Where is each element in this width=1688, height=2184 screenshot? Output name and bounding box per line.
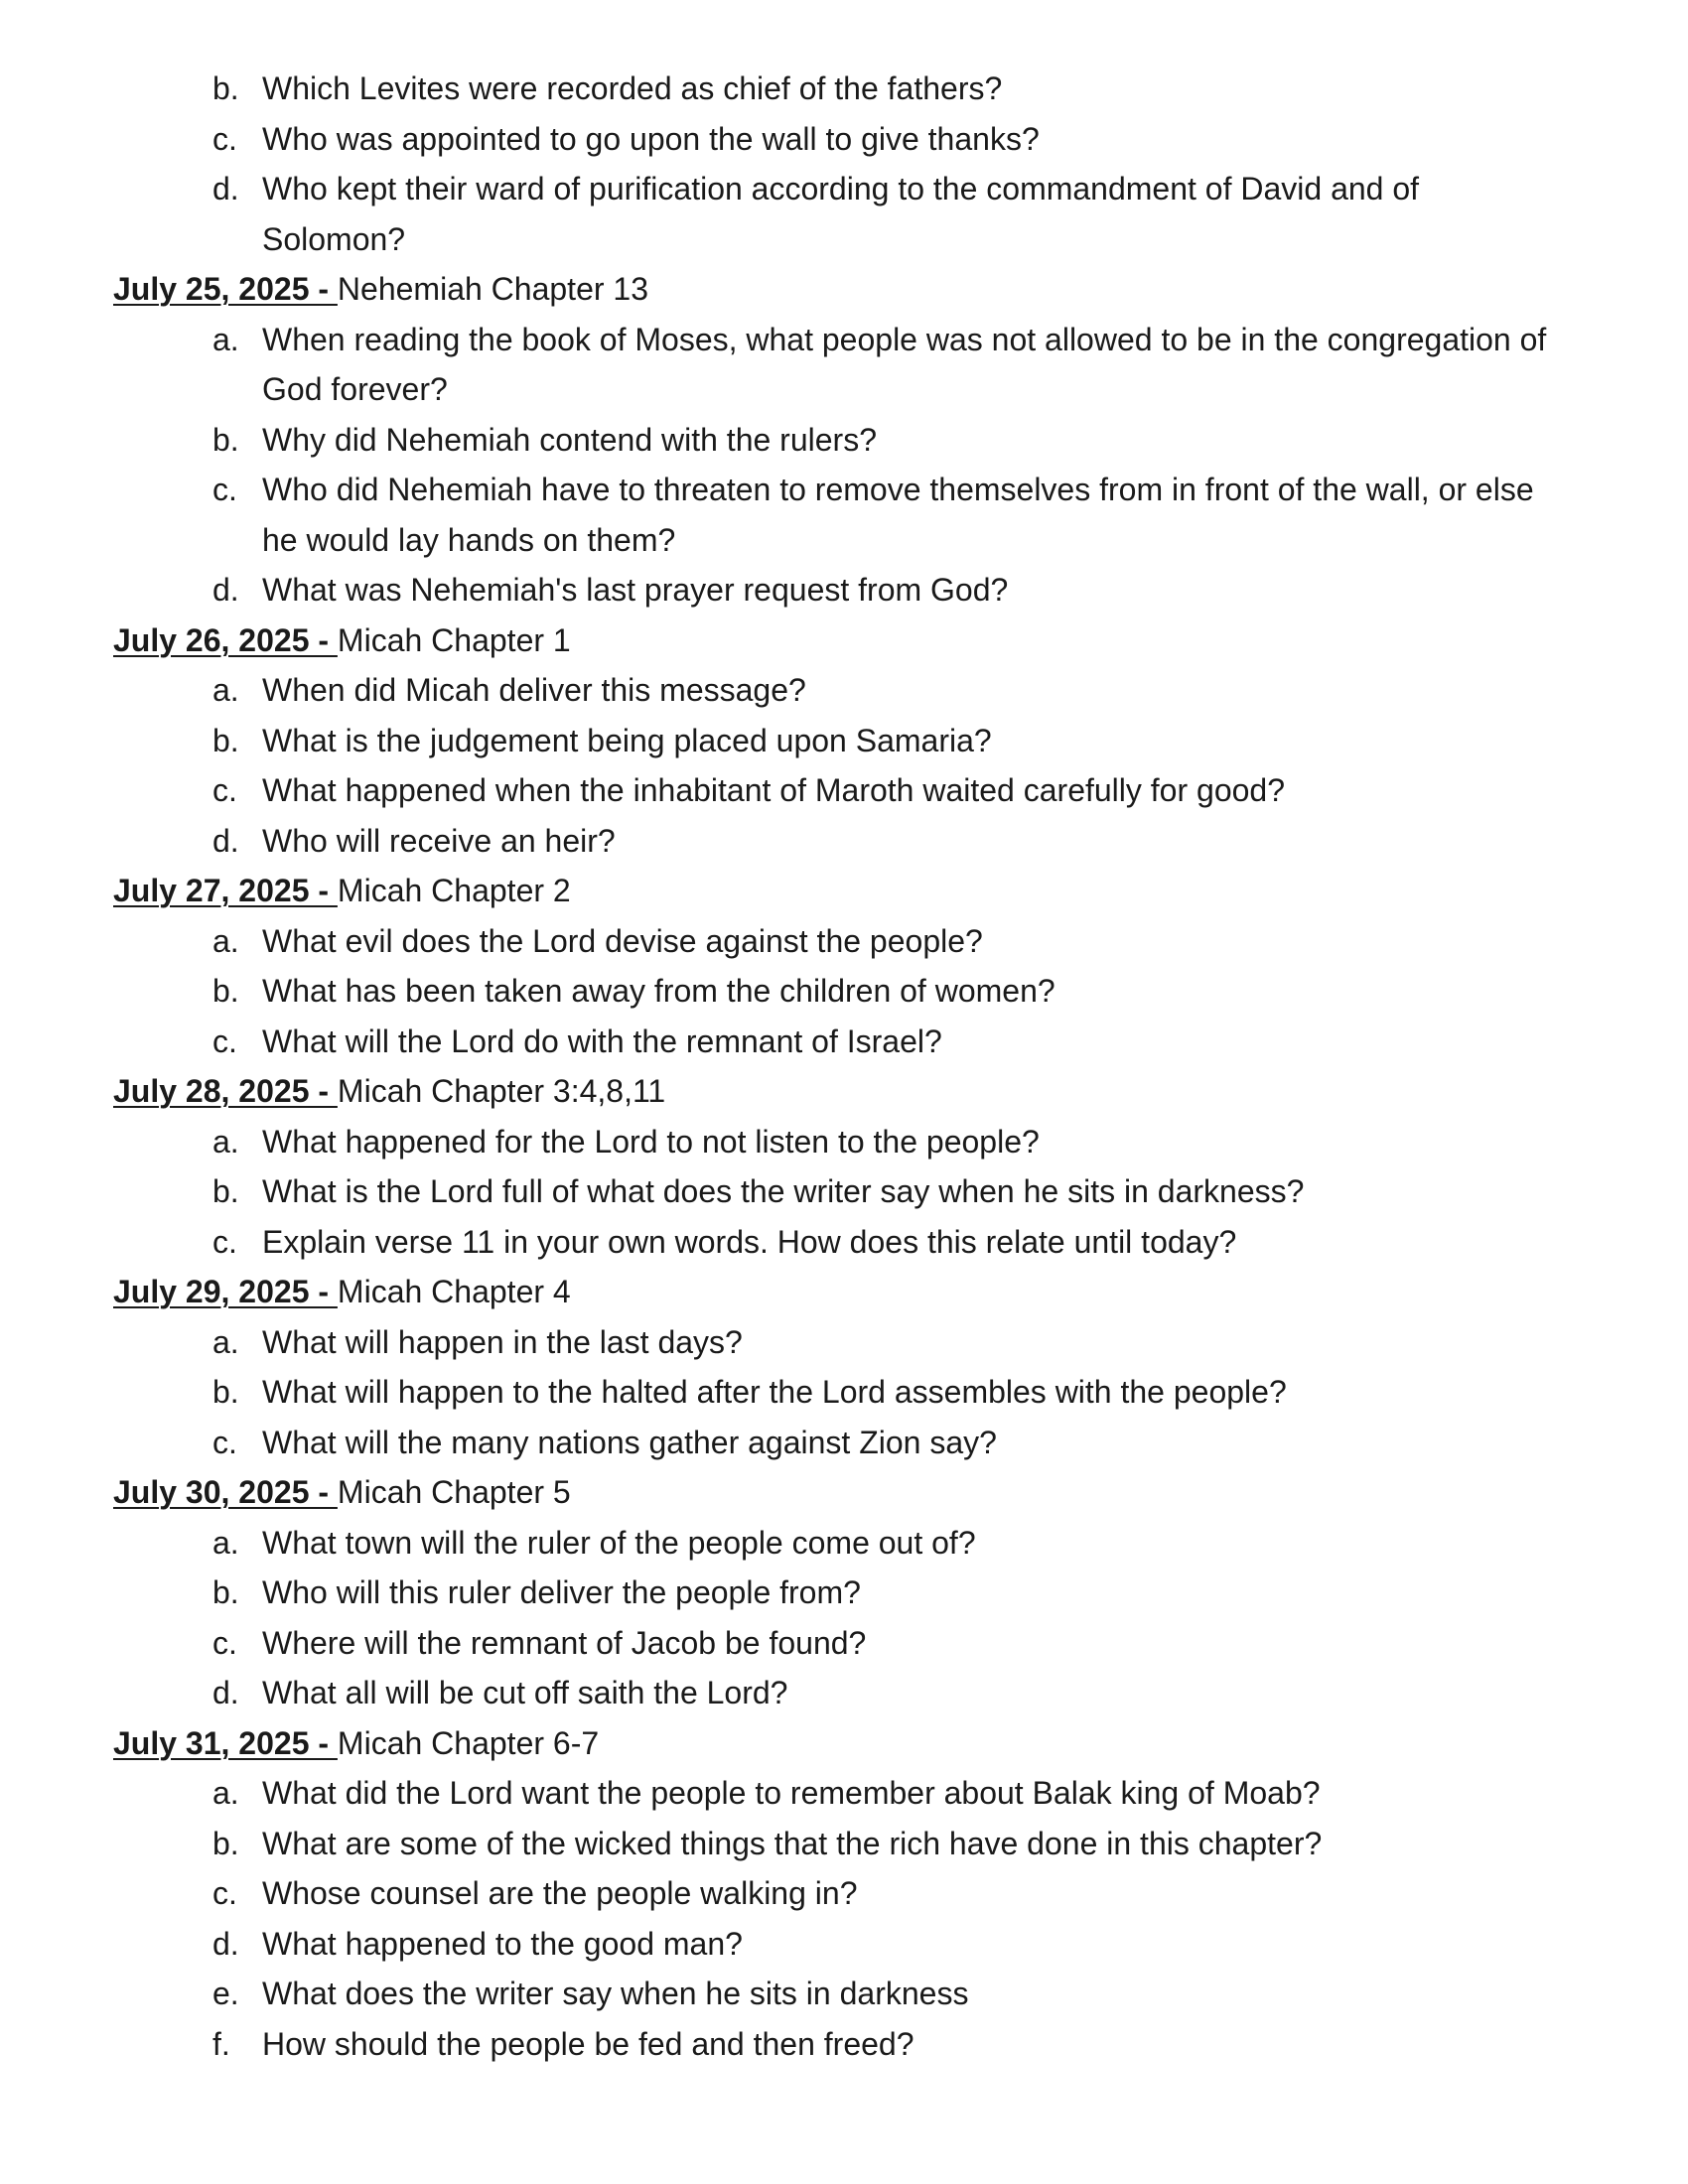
question-item — [113, 565, 1603, 615]
question-text: What is the judgement being placed upon Samaria? — [262, 722, 992, 758]
question-text-continuation — [113, 515, 1603, 566]
question-letter: a. — [212, 1775, 239, 1811]
question-letter: b. — [212, 421, 239, 458]
question-item — [113, 2019, 1603, 2070]
heading-date: July 31, 2025 - — [113, 1724, 338, 1761]
question-item — [113, 415, 1603, 466]
question-item — [113, 1367, 1603, 1418]
question-text: What town will the ruler of the people come out of? — [262, 1524, 976, 1561]
question-text: What did the Lord want the people to remember about Balak king of Moab? — [262, 1775, 1321, 1811]
question-text: What is the Lord full of what does the writer say when he sits in darkness? — [262, 1173, 1305, 1209]
question-text: What has been taken away from the children of women? — [262, 973, 1055, 1009]
heading-reading: Micah Chapter 4 — [337, 1274, 571, 1309]
question-letter: b. — [212, 70, 239, 106]
question-item — [113, 716, 1603, 766]
question-text: How should the people be fed and then freed? — [262, 2025, 914, 2062]
question-text: When reading the book of Moses, what people was not allowed to be in the congregation of — [262, 321, 1547, 357]
question-text: Who will this ruler deliver the people from? — [262, 1574, 861, 1610]
question-text: What all will be cut off saith the Lord? — [262, 1675, 788, 1710]
question-item — [113, 1868, 1603, 1919]
heading-reading: Micah Chapter 1 — [337, 621, 571, 658]
question-letter: c. — [212, 1875, 237, 1911]
question-letter: c. — [212, 120, 237, 157]
heading-reading: Nehemiah Chapter 13 — [337, 271, 648, 307]
question-item — [113, 966, 1603, 1017]
question-text: What happened for the Lord to not listen to the people? — [262, 1123, 1040, 1160]
question-letter: a. — [212, 1524, 239, 1561]
day-heading — [113, 866, 1603, 916]
question-text: Who will receive an heir? — [262, 822, 616, 859]
question-item — [113, 1518, 1603, 1569]
question-text: When did Micah deliver this message? — [262, 672, 806, 708]
question-text-continuation — [113, 364, 1603, 415]
day-heading — [113, 615, 1603, 666]
question-item — [113, 1618, 1603, 1669]
question-text: Solomon? — [262, 220, 406, 257]
question-item — [113, 1768, 1603, 1819]
question-text: What will the Lord do with the remnant of Israel? — [262, 1023, 942, 1059]
question-item — [113, 465, 1603, 515]
question-letter: b. — [212, 1173, 239, 1209]
question-text: What evil does the Lord devise against the people? — [262, 922, 983, 959]
question-item — [113, 1418, 1603, 1468]
question-letter: d. — [212, 171, 239, 206]
question-letter: a. — [212, 1323, 239, 1360]
question-item — [113, 164, 1603, 214]
question-item — [113, 64, 1603, 114]
question-text: Where will the remnant of Jacob be found? — [262, 1624, 867, 1661]
question-letter: c. — [212, 772, 237, 808]
question-item — [113, 765, 1603, 816]
question-text: What happened to the good man? — [262, 1925, 743, 1962]
day-heading — [113, 1066, 1603, 1117]
question-text: What does the writer say when he sits in darkness — [262, 1976, 969, 2011]
day-heading — [113, 264, 1603, 315]
question-letter: a. — [212, 672, 239, 708]
question-text: Which Levites were recorded as chief of the fathers? — [262, 70, 1003, 106]
question-item — [113, 1017, 1603, 1067]
question-text: What happened when the inhabitant of Maroth waited carefully for good? — [262, 772, 1285, 808]
question-item — [113, 1568, 1603, 1618]
heading-reading: Micah Chapter 6-7 — [337, 1724, 600, 1761]
question-letter: c. — [212, 472, 237, 507]
question-letter: d. — [212, 822, 239, 859]
question-item — [113, 1166, 1603, 1217]
question-text: What are some of the wicked things that the rich have done in this chapter? — [262, 1825, 1323, 1861]
question-text: Explain verse 11 in your own words. How does this relate until today? — [262, 1223, 1237, 1260]
question-letter: c. — [212, 1624, 237, 1661]
heading-reading: Micah Chapter 2 — [337, 873, 571, 908]
question-letter: d. — [212, 572, 239, 608]
heading-date: July 27, 2025 - — [113, 873, 338, 908]
question-text: What will happen to the halted after the Lord assembles with the people? — [262, 1374, 1287, 1410]
question-item — [113, 1969, 1603, 2019]
question-item — [113, 816, 1603, 867]
heading-date: July 25, 2025 - — [113, 271, 338, 307]
question-item — [113, 916, 1603, 967]
question-letter: b. — [212, 1574, 239, 1610]
question-text: What will the many nations gather against Zion say? — [262, 1424, 997, 1460]
question-text: Whose counsel are the people walking in? — [262, 1875, 858, 1911]
question-item — [113, 1117, 1603, 1167]
question-text: Who kept their ward of purification according to the commandment of David and of — [262, 171, 1420, 206]
question-text: God forever? — [262, 371, 448, 407]
question-item — [113, 665, 1603, 716]
question-letter: c. — [212, 1023, 237, 1059]
question-item — [113, 1668, 1603, 1718]
question-letter: a. — [212, 321, 239, 357]
question-text: Who did Nehemiah have to threaten to remove themselves from in front of the wall, or else — [262, 472, 1534, 507]
question-letter: d. — [212, 1675, 239, 1710]
day-heading — [113, 1267, 1603, 1317]
question-list — [113, 64, 1603, 2069]
question-item — [113, 1919, 1603, 1970]
question-letter: f. — [212, 2025, 230, 2062]
question-letter: e. — [212, 1976, 239, 2011]
heading-date: July 28, 2025 - — [113, 1073, 338, 1109]
question-text-continuation — [113, 214, 1603, 265]
question-letter: c. — [212, 1223, 237, 1260]
question-letter: b. — [212, 1825, 239, 1861]
day-heading — [113, 1467, 1603, 1518]
question-item — [113, 1317, 1603, 1368]
question-letter: b. — [212, 1374, 239, 1410]
heading-reading: Micah Chapter 3:4,8,11 — [337, 1073, 666, 1109]
heading-date: July 26, 2025 - — [113, 621, 338, 658]
heading-date: July 30, 2025 - — [113, 1474, 338, 1510]
day-heading — [113, 1718, 1603, 1769]
question-text: What will happen in the last days? — [262, 1323, 743, 1360]
question-item — [113, 1217, 1603, 1268]
question-text: Who was appointed to go upon the wall to give thanks? — [262, 120, 1040, 157]
question-item — [113, 1819, 1603, 1869]
heading-date: July 29, 2025 - — [113, 1274, 338, 1309]
question-text: he would lay hands on them? — [262, 521, 676, 558]
question-letter: b. — [212, 722, 239, 758]
question-letter: c. — [212, 1424, 237, 1460]
question-letter: b. — [212, 973, 239, 1009]
question-letter: d. — [212, 1925, 239, 1962]
question-letter: a. — [212, 1123, 239, 1160]
heading-reading: Micah Chapter 5 — [337, 1474, 571, 1510]
question-item — [113, 315, 1603, 365]
question-text: Why did Nehemiah contend with the rulers? — [262, 421, 877, 458]
question-item — [113, 114, 1603, 165]
question-text: What was Nehemiah's last prayer request from God? — [262, 572, 1009, 608]
question-letter: a. — [212, 922, 239, 959]
